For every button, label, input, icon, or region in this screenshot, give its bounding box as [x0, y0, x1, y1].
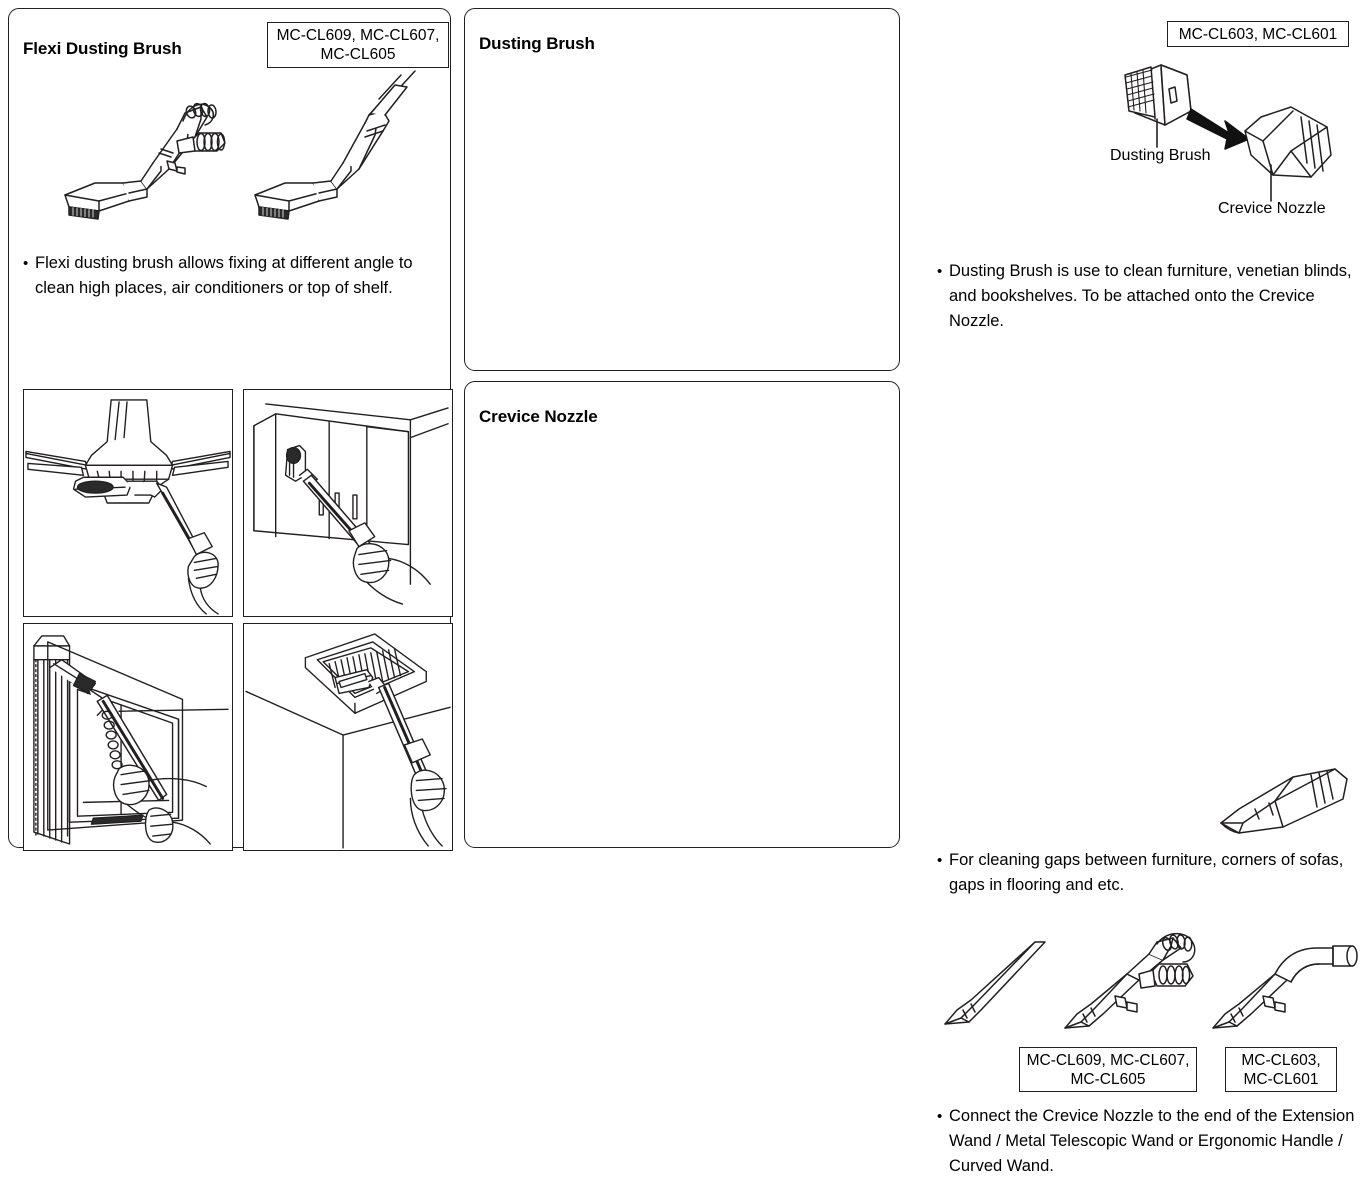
callout-crevice-nozzle-label: Crevice Nozzle	[1218, 200, 1326, 217]
illustration-crevice-nozzle-detail	[1213, 765, 1365, 847]
bullet-marker: •	[937, 263, 943, 280]
model-code-line-2: MC-CL601	[1243, 1071, 1319, 1088]
bullet-crevice-description-1	[937, 848, 1357, 898]
model-code-box-dusting	[1167, 21, 1349, 47]
bullet-text: Dusting Brush is use to clean furniture, venetian blinds, and bookshelves. To be attached onto the Crevice Nozzle.	[949, 262, 1352, 330]
page-title-flexi-dusting-brush: Flexi Dusting Brush	[23, 39, 182, 59]
bullet-marker: •	[23, 255, 29, 272]
panel-dusting-brush	[464, 8, 1352, 371]
bullet-text: Flexi dusting brush allows fixing at different angle to clean high places, air conditioners or top of shelf.	[35, 254, 413, 297]
usage-image-ceiling-fan	[23, 389, 233, 617]
panel-crevice-nozzle	[464, 381, 1355, 1175]
illustration-crevice-nozzle-attachments	[935, 938, 1365, 1050]
model-code-box-crevice-a	[1019, 1047, 1197, 1092]
page-title-dusting-brush: Dusting Brush	[479, 34, 595, 54]
callout-dusting-brush-label: Dusting Brush	[1110, 147, 1211, 164]
usage-image-window-blind	[23, 623, 233, 851]
model-code-line-1: MC-CL609, MC-CL607,	[1026, 1052, 1190, 1069]
bullet-text: Connect the Crevice Nozzle to the end of the Extension Wand / Metal Telescopic Wand or Ergonomic Handle / Curved Wand.	[949, 1107, 1355, 1175]
illustration-flexi-dusting-brush-pair	[49, 97, 449, 242]
model-code-line-1: MC-CL603,	[1241, 1052, 1321, 1069]
model-code-line-2: MC-CL605	[320, 46, 396, 63]
model-code-box-flexi	[267, 22, 449, 68]
bullet-dusting-description	[937, 259, 1357, 334]
model-code-line-1: MC-CL609, MC-CL607,	[276, 27, 440, 44]
illustration-dusting-brush-attachment	[1095, 55, 1360, 205]
usage-image-wall-cabinet	[243, 389, 453, 617]
bullet-flexi-description	[23, 251, 443, 301]
model-code-line-2: MC-CL605	[1070, 1071, 1146, 1088]
model-code-box-crevice-b	[1225, 1047, 1337, 1092]
bullet-marker: •	[937, 852, 943, 869]
usage-image-ceiling-vent	[243, 623, 453, 851]
panel-flexi-dusting-brush	[8, 8, 451, 848]
bullet-crevice-description-2	[937, 1104, 1357, 1179]
page-title-crevice-nozzle: Crevice Nozzle	[479, 407, 598, 427]
model-code-line-1: MC-CL603, MC-CL601	[1178, 26, 1338, 43]
bullet-text: For cleaning gaps between furniture, corners of sofas, gaps in flooring and etc.	[949, 851, 1344, 894]
bullet-marker: •	[937, 1108, 943, 1125]
